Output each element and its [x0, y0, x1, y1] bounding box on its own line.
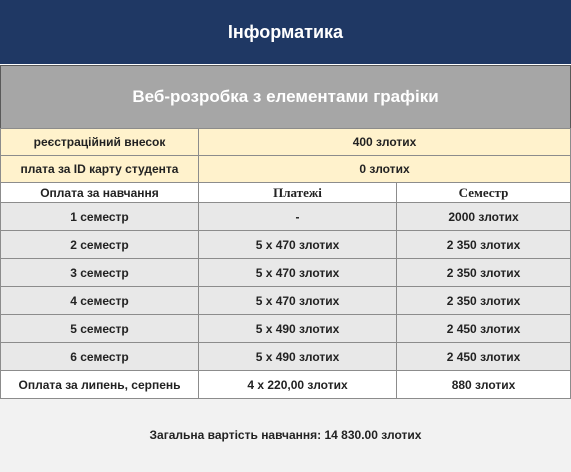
- payments-cell: 5 x 490 злотих: [199, 315, 397, 343]
- header-tuition: Оплата за навчання: [1, 183, 199, 203]
- total-cell: 2 350 злотих: [397, 259, 571, 287]
- payments-cell: 4 x 220,00 злотих: [199, 371, 397, 399]
- semester-cell: Оплата за липень, серпень: [1, 371, 199, 399]
- fee-value: 0 злотих: [199, 156, 571, 183]
- header-payments: Платежі: [199, 183, 397, 203]
- payments-cell: 5 x 470 злотих: [199, 231, 397, 259]
- total-cell: 2 350 злотих: [397, 287, 571, 315]
- header-semester: Семестр: [397, 183, 571, 203]
- tuition-table: [0, 128, 571, 399]
- table-row: [1, 259, 571, 287]
- table-row: [1, 371, 571, 399]
- fee-row: [1, 156, 571, 183]
- total-cell: 880 злотих: [397, 371, 571, 399]
- table-row: [1, 203, 571, 231]
- fee-row: [1, 129, 571, 156]
- payments-cell: 5 x 490 злотих: [199, 343, 397, 371]
- semester-cell: 4 семестр: [1, 287, 199, 315]
- table-row: [1, 343, 571, 371]
- total-cell: 2 350 злотих: [397, 231, 571, 259]
- total-cost: Загальна вартість навчання: 14 830.00 злотих: [149, 428, 422, 442]
- table-row: [1, 231, 571, 259]
- total-cell: 2000 злотих: [397, 203, 571, 231]
- semester-cell: 1 семестр: [1, 203, 199, 231]
- fee-label: реєстраційний внесок: [1, 129, 199, 156]
- semester-cell: 2 семестр: [1, 231, 199, 259]
- table-row: [1, 315, 571, 343]
- payments-cell: -: [199, 203, 397, 231]
- fee-label: плата за ID карту студента: [1, 156, 199, 183]
- semester-cell: 5 семестр: [1, 315, 199, 343]
- total-cell: 2 450 злотих: [397, 315, 571, 343]
- fee-value: 400 злотих: [199, 129, 571, 156]
- page-title: Інформатика: [0, 0, 571, 65]
- semester-cell: 6 семестр: [1, 343, 199, 371]
- table-row: [1, 287, 571, 315]
- table-header-row: [1, 183, 571, 203]
- payments-cell: 5 x 470 злотих: [199, 259, 397, 287]
- total-cell: 2 450 злотих: [397, 343, 571, 371]
- program-subtitle: Веб-розробка з елементами графіки: [0, 65, 571, 129]
- semester-cell: 3 семестр: [1, 259, 199, 287]
- payments-cell: 5 x 470 злотих: [199, 287, 397, 315]
